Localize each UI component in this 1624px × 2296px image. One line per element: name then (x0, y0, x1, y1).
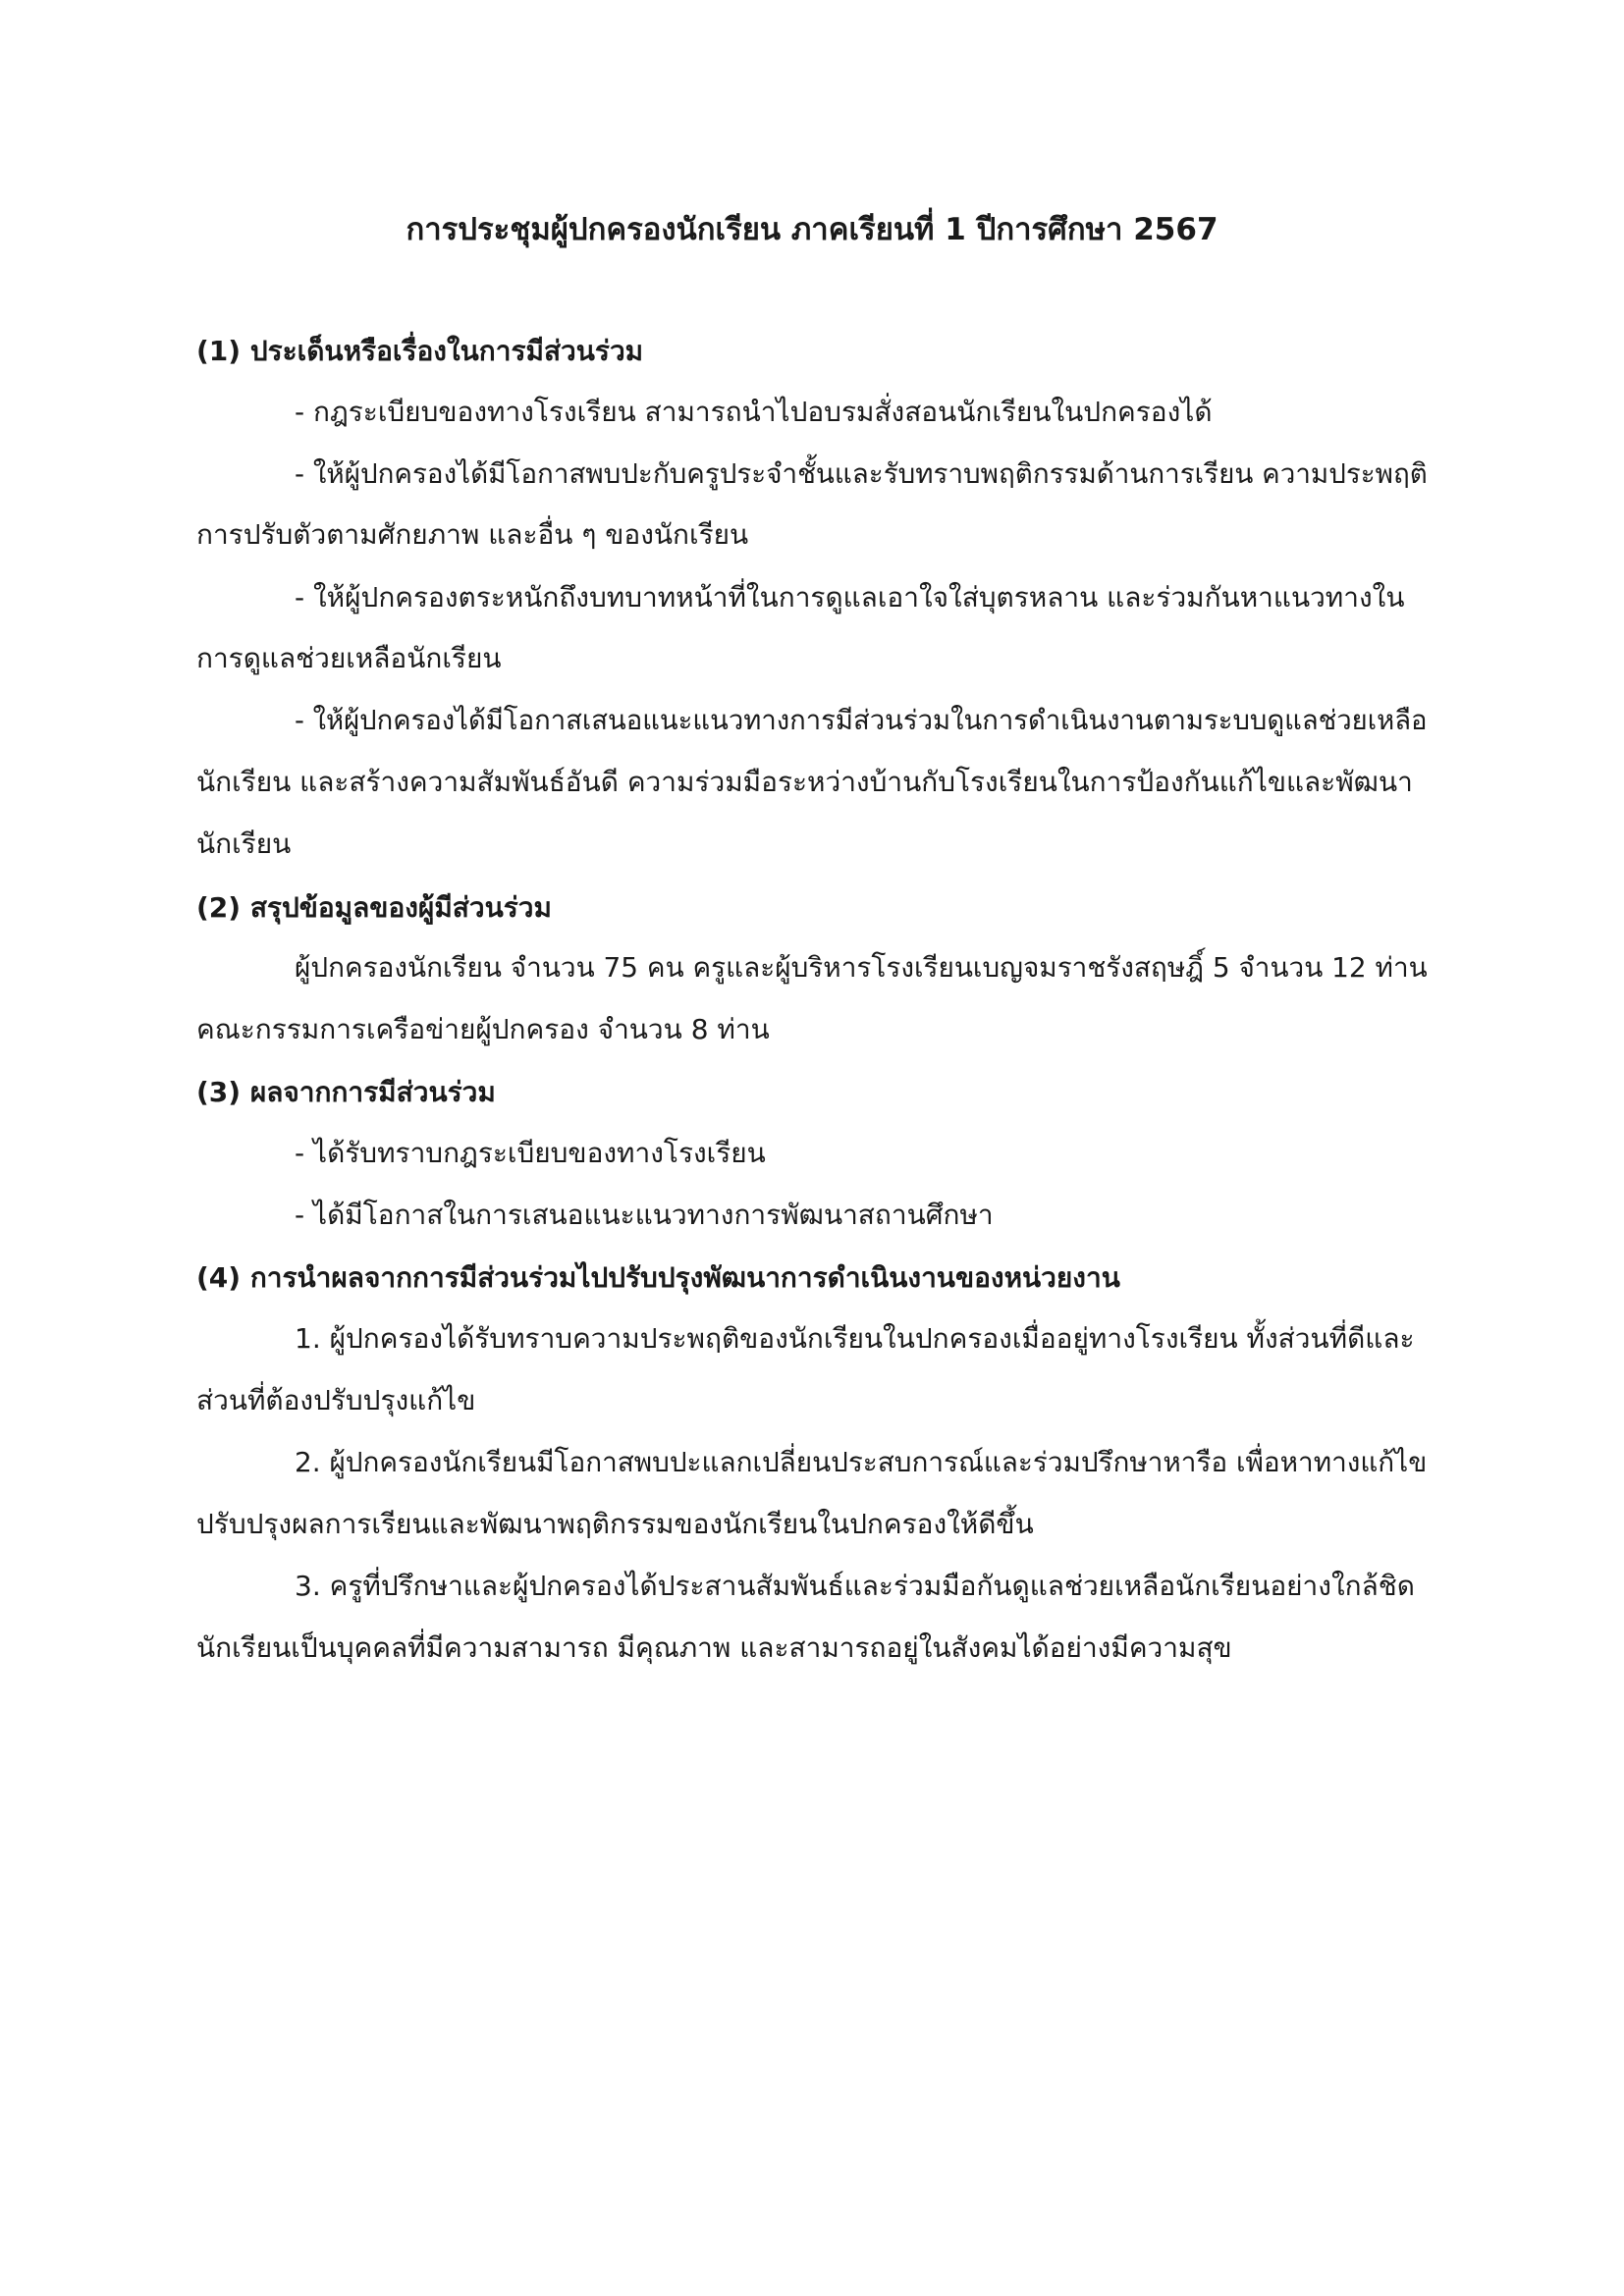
section-4-line-2: ส่วนที่ต้องปรับปรุงแก้ไข (196, 1384, 476, 1416)
section-3-line-1: - ได้รับทราบกฎระเบียบของทางโรงเรียน (295, 1137, 766, 1169)
section-4-line-4: ปรับปรุงผลการเรียนและพัฒนาพฤติกรรมของนักเรียนในปกครองให้ดีขึ้น (196, 1508, 1034, 1540)
section-1-line-5: การดูแลช่วยเหลือนักเรียน (196, 642, 502, 674)
section-1-line-8: นักเรียน (196, 828, 292, 860)
section-1-heading: (1) ประเด็นหรือเรื่องในการมีส่วนร่วม (196, 335, 644, 367)
section-2-heading: (2) สรุปข้อมูลของผู้มีส่วนร่วม (196, 891, 552, 924)
section-4-heading: (4) การนำผลจากการมีส่วนร่วมไปปรับปรุงพัฒนาการดำเนินงานของหน่วยงาน (196, 1261, 1120, 1294)
section-4-line-5: 3. ครูที่ปรึกษาและผู้ปกครองได้ประสานสัมพันธ์และร่วมมือกันดูแลช่วยเหลือนักเรียนอย่างใกล้ชิด (295, 1570, 1415, 1602)
section-3-heading: (3) ผลจากการมีส่วนร่วม (196, 1076, 496, 1108)
section-4-line-1: 1. ผู้ปกครองได้รับทราบความประพฤติของนักเรียนในปกครองเมื่ออยู่ทางโรงเรียน ทั้งส่วนที่ดีและ (295, 1322, 1415, 1355)
section-1-line-2: - ให้ผู้ปกครองได้มีโอกาสพบปะกับครูประจำชั้นและรับทราบพฤติกรรมด้านการเรียน ความประพฤติ (295, 457, 1428, 490)
section-4-line-6: นักเรียนเป็นบุคคลที่มีความสามารถ มีคุณภาพ และสามารถอยู่ในสังคมได้อย่างมีความสุข (196, 1631, 1232, 1664)
section-2-line-2: คณะกรรมการเครือข่ายผู้ปกครอง จำนวน 8 ท่าน (196, 1013, 770, 1045)
section-1-line-7: นักเรียน และสร้างความสัมพันธ์อันดี ความร่วมมือระหว่างบ้านกับโรงเรียนในการป้องกันแก้ไขและพัฒนา (196, 766, 1413, 798)
section-1-line-3: การปรับตัวตามศักยภาพ และอื่น ๆ ของนักเรียน (196, 518, 749, 551)
section-1-line-1: - กฎระเบียบของทางโรงเรียน สามารถนำไปอบรมสั่งสอนนักเรียนในปกครองได้ (295, 396, 1213, 428)
section-1-line-6: - ให้ผู้ปกครองได้มีโอกาสเสนอแนะแนวทางการมีส่วนร่วมในการดำเนินงานตามระบบดูแลช่วยเหลือ (295, 706, 1428, 736)
section-2-line-1: ผู้ปกครองนักเรียน จำนวน 75 คน ครูและผู้บริหารโรงเรียนเบญจมราชรังสฤษฎิ์ 5 จำนวน 12 ท่าน (295, 951, 1428, 984)
document-title: การประชุมผู้ปกครองนักเรียน ภาคเรียนที่ 1 ปีการศึกษา 2567 (406, 212, 1218, 247)
section-1-line-4: - ให้ผู้ปกครองตระหนักถึงบทบาทหน้าที่ในการดูแลเอาใจใส่บุตรหลาน และร่วมกันหาแนวทางใน (295, 581, 1405, 614)
section-3-line-2: - ได้มีโอกาสในการเสนอแนะแนวทางการพัฒนาสถานศึกษา (295, 1199, 994, 1231)
section-4-line-3: 2. ผู้ปกครองนักเรียนมีโอกาสพบปะแลกเปลี่ยนประสบการณ์และร่วมปรึกษาหารือ เพื่อหาทางแก้ไข (295, 1446, 1428, 1478)
